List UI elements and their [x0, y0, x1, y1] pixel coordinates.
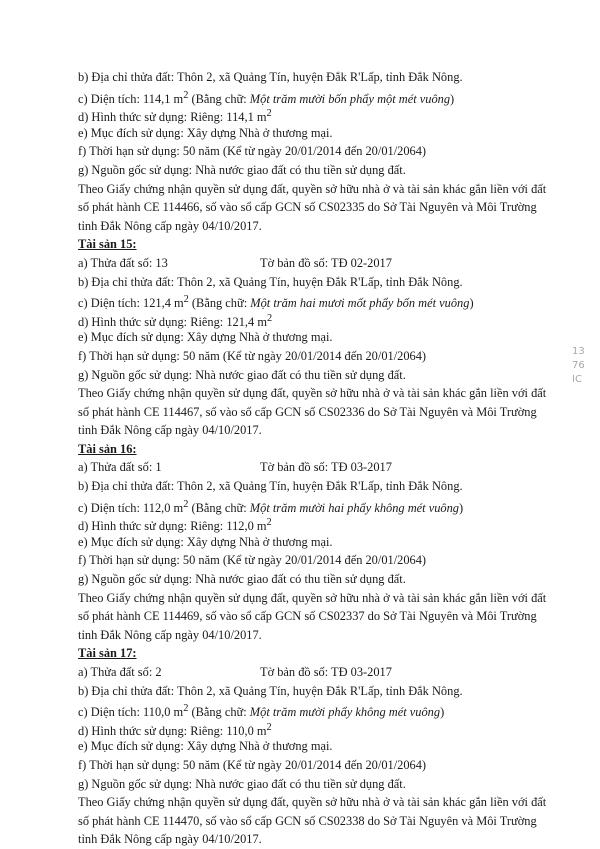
usage-form-line: d) Hình thức sử dụng: Riêng: 114,1 $m^2$ — [78, 108, 272, 125]
usage-term-line: f) Thời hạn sử dụng: 50 năm (Kể từ ngày 20/01/2014 đến 20/01/2064) — [78, 144, 427, 159]
certificate-note: Theo Giấy chứng nhận quyền sử dụng đất, quyền sở hữu nhà ở và tài sản khác gắn liền với đất số phát hành CE 114469, số vào sổ cấp GCN số CS02337 do Sở Tài Nguyên và Môi Trường tỉnh Đắk Nông cấp ngày 04/10/2017. — [78, 590, 547, 642]
asset-title: Tài sản 16: — [78, 441, 137, 456]
document-body — [78, 68, 578, 849]
usage-purpose-line: e) Mục đích sử dụng: Xây dựng Nhà ở thương mại. — [78, 125, 333, 140]
certificate-note: Theo Giấy chứng nhận quyền sử dụng đất, quyền sở hữu nhà ở và tài sản khác gắn liền với đất số phát hành CE 114466, số vào sổ cấp GCN số CS02335 do Sở Tài Nguyên và Môi Trường tỉnh Đắk Nông cấp ngày 04/10/2017. — [78, 181, 547, 233]
usage-purpose-line: e) Mục đích sử dụng: Xây dựng Nhà ở thương mại. — [78, 534, 333, 549]
area-line: c) Diện tích: 114,1 $m^2$ (Bằng chữ: Một trăm mười bốn phẩy một mét vuông) — [78, 89, 455, 106]
origin-line: g) Nguồn gốc sử dụng: Nhà nước giao đất có thu tiền sử dụng đất. — [78, 572, 406, 587]
origin-line: g) Nguồn gốc sử dụng: Nhà nước giao đất có thu tiền sử dụng đất. — [78, 776, 406, 791]
usage-form-line: d) Hình thức sử dụng: Riêng: 112,0 $m^2$ — [78, 517, 272, 534]
usage-term-line: f) Thời hạn sử dụng: 50 năm (Kể từ ngày 20/01/2014 đến 20/01/2064) — [78, 757, 427, 772]
margin-stamp: 13 76 IC — [572, 346, 585, 385]
usage-purpose-line: e) Mục đích sử dụng: Xây dựng Nhà ở thương mại. — [78, 739, 333, 754]
address-line: b) Địa chỉ thửa đất: Thôn 2, xã Quảng Tín, huyện Đắk R'Lấp, tỉnh Đắk Nông. — [78, 70, 463, 84]
address-line: b) Địa chỉ thửa đất: Thôn 2, xã Quảng Tín, huyện Đắk R'Lấp, tỉnh Đắk Nông. — [78, 683, 463, 698]
parcel-line: a) Thửa đất số: 13 Tờ bản đồ số: TĐ 02-2017 — [78, 255, 392, 270]
origin-line: g) Nguồn gốc sử dụng: Nhà nước giao đất có thu tiền sử dụng đất. — [78, 367, 406, 382]
area-line: c) Diện tích: 112,0 $m^2$ (Bằng chữ: Một trăm mười hai phẩy không mét vuông) — [78, 498, 464, 515]
address-line: b) Địa chỉ thửa đất: Thôn 2, xã Quảng Tín, huyện Đắk R'Lấp, tỉnh Đắk Nông. — [78, 274, 463, 289]
usage-form-line: d) Hình thức sử dụng: Riêng: 121,4 $m^2$ — [78, 312, 273, 329]
usage-term-line: f) Thời hạn sử dụng: 50 năm (Kể từ ngày 20/01/2014 đến 20/01/2064) — [78, 348, 427, 363]
usage-form-line: d) Hình thức sử dụng: Riêng: 110,0 $m^2$ — [78, 721, 272, 738]
asset-title: Tài sản 15: — [78, 237, 137, 252]
parcel-line: a) Thửa đất số: 2 Tờ bản đồ số: TĐ 03-2017 — [78, 665, 392, 679]
address-line: b) Địa chỉ thửa đất: Thôn 2, xã Quảng Tín, huyện Đắk R'Lấp, tỉnh Đắk Nông. — [78, 479, 463, 494]
usage-purpose-line: e) Mục đích sử dụng: Xây dựng Nhà ở thương mại. — [78, 330, 333, 345]
usage-term-line: f) Thời hạn sử dụng: 50 năm (Kể từ ngày 20/01/2014 đến 20/01/2064) — [78, 553, 427, 568]
area-line: c) Diện tích: 121,4 $m^2$ (Bằng chữ: Một trăm hai mươi mốt phẩy bốn mét vuông) — [78, 294, 474, 311]
certificate-note: Theo Giấy chứng nhận quyền sử dụng đất, quyền sở hữu nhà ở và tài sản khác gắn liền với đất số phát hành CE 114470, số vào sổ cấp GCN số CS02338 do Sở Tài Nguyên và Môi Trường tỉnh Đắk Nông cấp ngày 04/10/2017. — [78, 795, 547, 847]
parcel-line: a) Thửa đất số: 1 Tờ bản đồ số: TĐ 03-2017 — [78, 460, 392, 475]
area-line: c) Diện tích: 110,0 $m^2$ (Bằng chữ: Một trăm mười phẩy không mét vuông) — [78, 703, 445, 720]
origin-line: g) Nguồn gốc sử dụng: Nhà nước giao đất có thu tiền sử dụng đất. — [78, 162, 406, 177]
asset-title: Tài sản 17: — [78, 646, 137, 661]
certificate-note: Theo Giấy chứng nhận quyền sử dụng đất, quyền sở hữu nhà ở và tài sản khác gắn liền với đất số phát hành CE 114467, số vào sổ cấp GCN số CS02336 do Sở Tài Nguyên và Môi Trường tỉnh Đắk Nông cấp ngày 04/10/2017. — [78, 386, 547, 438]
